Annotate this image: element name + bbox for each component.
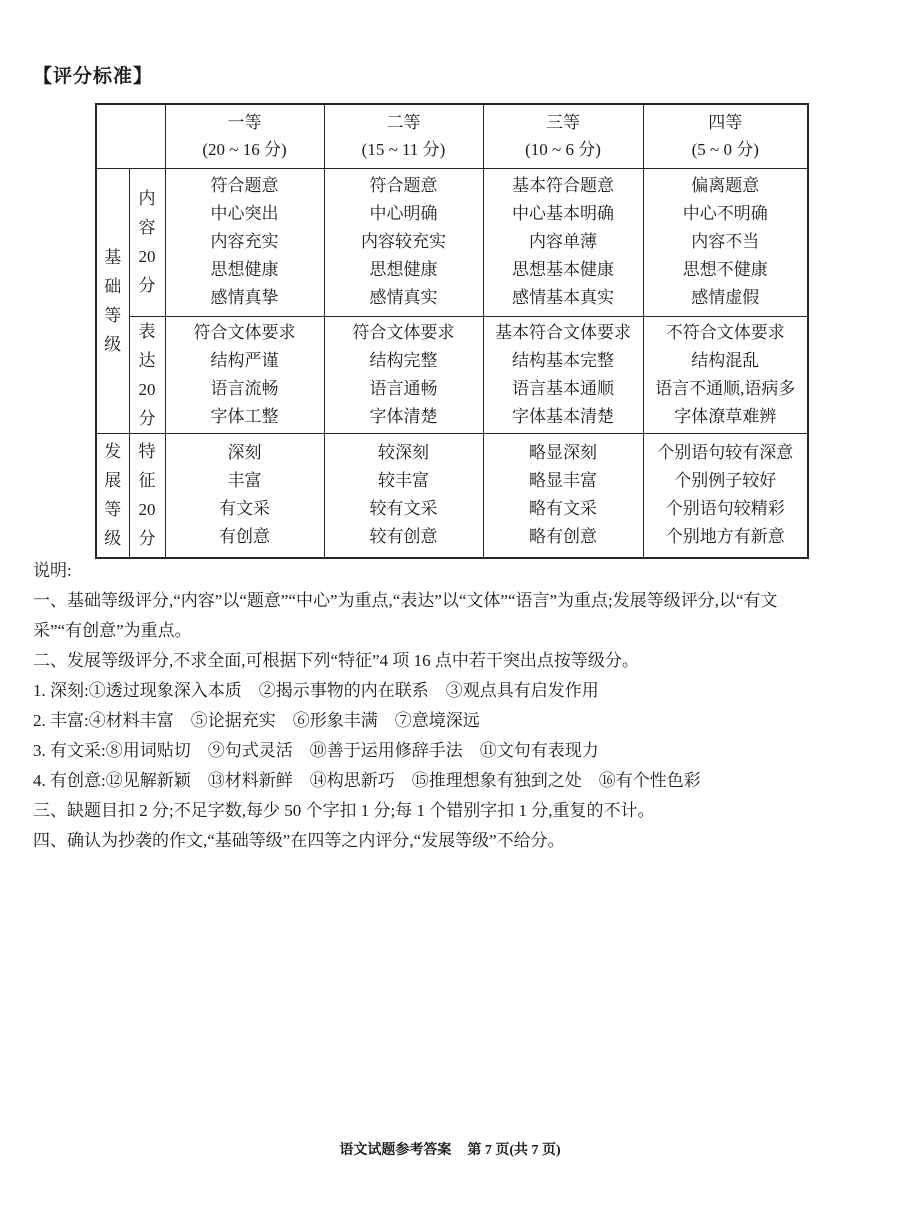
criteria-cell-r3c1 bbox=[165, 433, 324, 558]
criteria-cell-r2c3 bbox=[483, 316, 643, 433]
label-points: 20 bbox=[138, 247, 156, 266]
criteria-line: 符合文体要求 bbox=[352, 322, 455, 342]
criteria-line: 结构基本完整 bbox=[512, 350, 614, 370]
criteria-line: 语言流畅 bbox=[210, 378, 279, 398]
note-line: 三、缺题目扣 2 分;不足字数,每少 50 个字扣 1 分;每 1 个错别字扣 1 分,重复的不计。 bbox=[33, 801, 655, 820]
criteria-line: 中心基本明确 bbox=[512, 204, 614, 223]
label-unit: 分 bbox=[138, 408, 156, 428]
criteria-line: 略显丰富 bbox=[529, 471, 597, 491]
label-unit: 分 bbox=[138, 529, 156, 549]
criteria-line: 内容较充实 bbox=[361, 232, 446, 251]
criteria-line: 个别例子较好 bbox=[674, 471, 777, 491]
scoring-table bbox=[95, 103, 809, 559]
notes-section bbox=[33, 556, 885, 856]
criteria-line: 字体潦草难辨 bbox=[674, 406, 777, 426]
criteria-line: 字体工整 bbox=[210, 406, 279, 426]
note-line: 1. 深刻:①透过现象深入本质 ②揭示事物的内在联系 ③观点具有启发作用 bbox=[33, 681, 599, 700]
criteria-line: 结构严谨 bbox=[210, 350, 279, 370]
grade-range: (20 ~ 16 分) bbox=[202, 140, 287, 160]
criteria-cell-r3c2 bbox=[324, 433, 483, 558]
criteria-line: 感情基本真实 bbox=[512, 288, 614, 307]
grade-range: (15 ~ 11 分) bbox=[361, 140, 446, 160]
label-char: 等 bbox=[104, 500, 122, 520]
note-line: 2. 丰富:④材料丰富 ⑤论据充实 ⑥形象丰满 ⑦意境深远 bbox=[33, 711, 480, 730]
grade-range: (10 ~ 6 分) bbox=[525, 140, 601, 160]
criteria-line: 符合文体要求 bbox=[193, 322, 296, 342]
criteria-line: 思想健康 bbox=[369, 260, 438, 279]
criteria-line: 内容充实 bbox=[210, 232, 279, 251]
table-row-expression bbox=[96, 316, 808, 433]
criteria-line: 丰富 bbox=[227, 471, 262, 491]
label-char: 基 bbox=[104, 247, 122, 267]
criteria-cell-r1c2 bbox=[324, 168, 483, 316]
note-line: 一、基础等级评分,“内容”以“题意”“中心”为重点,“表达”以“文体”“语言”为重点;发展等级评分,以“有文 bbox=[33, 591, 778, 610]
label-char: 展 bbox=[104, 471, 122, 491]
criteria-cell-r3c3 bbox=[483, 433, 643, 558]
criteria-line: 较深刻 bbox=[378, 443, 429, 463]
criteria-line: 略有创意 bbox=[529, 527, 597, 547]
criteria-line: 中心突出 bbox=[210, 204, 279, 223]
criteria-line: 内容单薄 bbox=[529, 232, 597, 251]
criteria-cell-r1c1 bbox=[165, 168, 324, 316]
criteria-line: 符合题意 bbox=[210, 176, 279, 195]
grade-range: (5 ~ 0 分) bbox=[691, 140, 759, 160]
aspect-label-content bbox=[129, 168, 165, 316]
criteria-line: 基本符合文体要求 bbox=[495, 322, 631, 342]
grade-name: 三等 bbox=[546, 113, 580, 133]
criteria-line: 感情虚假 bbox=[691, 288, 760, 307]
criteria-line: 语言通畅 bbox=[369, 378, 438, 398]
note-line: 3. 有文采:⑧用词贴切 ⑨句式灵活 ⑩善于运用修辞手法 ⑪文句有表现力 bbox=[33, 741, 599, 760]
page-title: 【评分标准】 bbox=[33, 66, 154, 87]
criteria-cell-r2c1 bbox=[165, 316, 324, 433]
criteria-line: 中心不明确 bbox=[682, 204, 768, 223]
criteria-cell-r1c4 bbox=[643, 168, 808, 316]
criteria-line: 较有创意 bbox=[369, 527, 438, 547]
criteria-line: 感情真实 bbox=[369, 288, 438, 307]
header-cell-grade-1 bbox=[165, 104, 324, 168]
criteria-line: 个别语句较有深意 bbox=[657, 443, 794, 463]
criteria-line: 语言基本通顺 bbox=[512, 378, 614, 398]
criteria-line: 不符合文体要求 bbox=[665, 322, 785, 342]
note-line: 四、确认为抄袭的作文,“基础等级”在四等之内评分,“发展等级”不给分。 bbox=[33, 831, 565, 850]
table-row-development bbox=[96, 433, 808, 558]
footer-doc-title: 语文试题参考答案 bbox=[339, 1143, 452, 1158]
group-label-development bbox=[96, 433, 129, 558]
header-cell-grade-3 bbox=[483, 104, 643, 168]
grade-name: 四等 bbox=[708, 113, 743, 133]
label-char: 达 bbox=[138, 350, 156, 370]
criteria-cell-r1c3 bbox=[483, 168, 643, 316]
grade-name: 一等 bbox=[227, 113, 262, 133]
page-footer bbox=[0, 1139, 900, 1159]
criteria-line: 思想不健康 bbox=[682, 260, 768, 279]
label-char: 征 bbox=[138, 471, 156, 491]
label-char: 发 bbox=[104, 442, 122, 462]
label-char: 内 bbox=[138, 189, 156, 208]
aspect-label-expression bbox=[129, 316, 165, 433]
criteria-line: 中心明确 bbox=[369, 204, 438, 223]
criteria-line: 字体清楚 bbox=[369, 406, 438, 426]
label-char: 表 bbox=[138, 321, 156, 341]
criteria-line: 思想基本健康 bbox=[512, 260, 614, 279]
criteria-line: 个别语句较精彩 bbox=[665, 499, 785, 519]
criteria-line: 结构完整 bbox=[369, 350, 438, 370]
notes-heading: 说明: bbox=[33, 561, 72, 580]
corner-cell bbox=[96, 104, 165, 168]
criteria-line: 个别地方有新意 bbox=[665, 527, 785, 547]
label-unit: 分 bbox=[138, 276, 156, 295]
criteria-line: 字体基本清楚 bbox=[512, 406, 614, 426]
criteria-line: 内容不当 bbox=[691, 232, 760, 251]
criteria-line: 有文采 bbox=[219, 499, 270, 519]
criteria-line: 有创意 bbox=[219, 527, 270, 547]
label-points: 20 bbox=[138, 500, 156, 520]
grade-name: 二等 bbox=[386, 113, 421, 133]
note-line: 二、发展等级评分,不求全面,可根据下列“特征”4 项 16 点中若干突出点按等级分。 bbox=[33, 651, 639, 670]
criteria-line: 深刻 bbox=[227, 443, 262, 463]
criteria-line: 思想健康 bbox=[210, 260, 279, 279]
table-row-content bbox=[96, 168, 808, 316]
header-cell-grade-4 bbox=[643, 104, 808, 168]
label-char: 等 bbox=[104, 305, 122, 325]
criteria-line: 感情真挚 bbox=[210, 288, 279, 307]
criteria-line: 略显深刻 bbox=[529, 443, 597, 463]
criteria-line: 语言不通顺,语病多 bbox=[655, 378, 796, 398]
criteria-line: 符合题意 bbox=[369, 176, 438, 195]
label-char: 容 bbox=[138, 218, 156, 237]
label-char: 特 bbox=[138, 442, 156, 462]
criteria-line: 偏离题意 bbox=[691, 176, 760, 195]
criteria-line: 基本符合题意 bbox=[512, 176, 614, 195]
criteria-line: 结构混乱 bbox=[691, 350, 760, 370]
note-line: 采”“有创意”为重点。 bbox=[33, 621, 192, 640]
criteria-line: 较丰富 bbox=[378, 471, 429, 491]
label-points: 20 bbox=[138, 379, 156, 399]
label-char: 础 bbox=[104, 276, 122, 296]
label-char: 级 bbox=[104, 334, 122, 354]
label-char: 级 bbox=[104, 529, 122, 549]
criteria-line: 较有文采 bbox=[369, 499, 438, 519]
criteria-line: 略有文采 bbox=[529, 499, 597, 519]
table-header-row bbox=[96, 104, 808, 168]
note-line: 4. 有创意:⑫见解新颖 ⑬材料新鲜 ⑭构思新巧 ⑮推理想象有独到之处 ⑯有个性色彩 bbox=[33, 771, 701, 790]
criteria-cell-r3c4 bbox=[643, 433, 808, 558]
group-label-basic bbox=[96, 168, 129, 433]
aspect-label-feature bbox=[129, 433, 165, 558]
criteria-cell-r2c4 bbox=[643, 316, 808, 433]
header-cell-grade-2 bbox=[324, 104, 483, 168]
footer-page-number: 第 7 页(共 7 页) bbox=[467, 1143, 561, 1158]
criteria-cell-r2c2 bbox=[324, 316, 483, 433]
